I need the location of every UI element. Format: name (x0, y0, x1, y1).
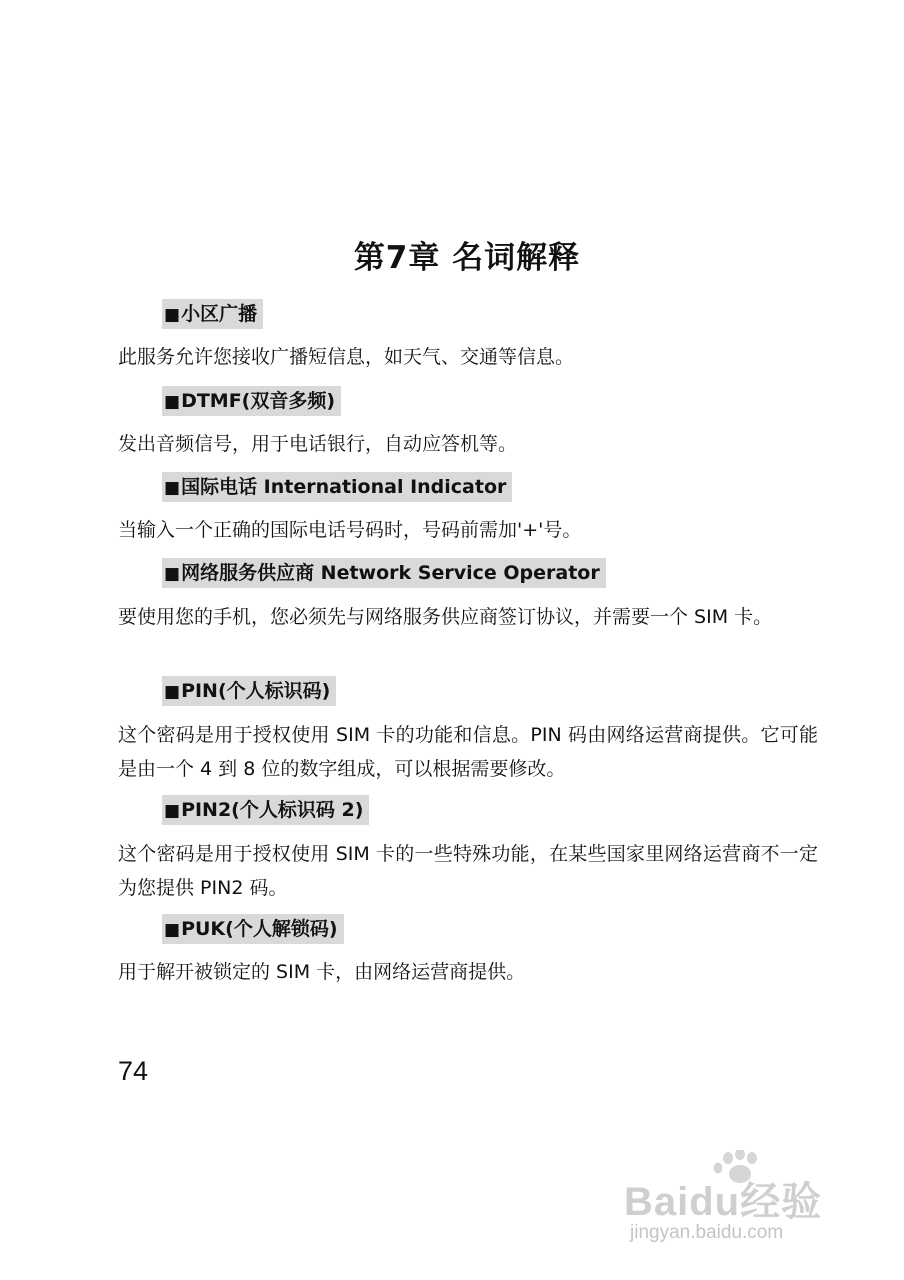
page-number: 74 (118, 1056, 149, 1086)
term-heading (162, 676, 336, 706)
term-heading (162, 472, 512, 502)
chapter-title: 第7章 名词解释 (353, 240, 581, 276)
square-bullet-icon: ■ (164, 920, 181, 940)
term-heading (162, 795, 369, 825)
term-title: 小区广播 (181, 303, 258, 325)
term-heading (162, 386, 341, 416)
term-title: 国际电话 International Indicator (181, 476, 507, 498)
term-title: PIN(个人标识码) (181, 680, 331, 702)
term-description: 要使用您的手机，您必须先与网络服务供应商签订协议，并需要一个 SIM 卡。 (118, 606, 773, 628)
term-description: 用于解开被锁定的 SIM 卡，由网络运营商提供。 (118, 961, 526, 983)
term-title: DTMF(双音多频) (181, 390, 336, 412)
term-title: PIN2(个人标识码 2) (181, 799, 364, 821)
square-bullet-icon: ■ (164, 564, 181, 584)
watermark-url: jingyan.baidu.com (630, 1222, 784, 1243)
term-description: 发出音频信号，用于电话银行，自动应答机等。 (118, 433, 518, 455)
watermark-brand: Baidu经验 (624, 1180, 823, 1224)
term-description: 此服务允许您接收广播短信息，如天气、交通等信息。 (118, 346, 575, 368)
term-description: 当输入一个正确的国际电话号码时，号码前需加'+'号。 (118, 519, 582, 541)
term-description: 这个密码是用于授权使用 SIM 卡的一些特殊功能，在某些国家里网络运营商不一定为您提供 PIN2 码。 (118, 843, 818, 899)
term-description: 这个密码是用于授权使用 SIM 卡的功能和信息。PIN 码由网络运营商提供。它可能是由一个 4 到 8 位的数字组成，可以根据需要修改。 (118, 724, 818, 780)
term-heading (162, 914, 344, 944)
square-bullet-icon: ■ (164, 478, 181, 498)
baidu-jingyan-watermark (616, 1150, 846, 1250)
term-title: PUK(个人解锁码) (181, 918, 338, 940)
square-bullet-icon: ■ (164, 682, 181, 702)
square-bullet-icon: ■ (164, 392, 181, 412)
term-title: 网络服务供应商 Network Service Operator (181, 562, 600, 584)
square-bullet-icon: ■ (164, 801, 181, 821)
square-bullet-icon: ■ (164, 305, 181, 325)
term-heading (162, 558, 606, 588)
term-heading (162, 299, 263, 329)
